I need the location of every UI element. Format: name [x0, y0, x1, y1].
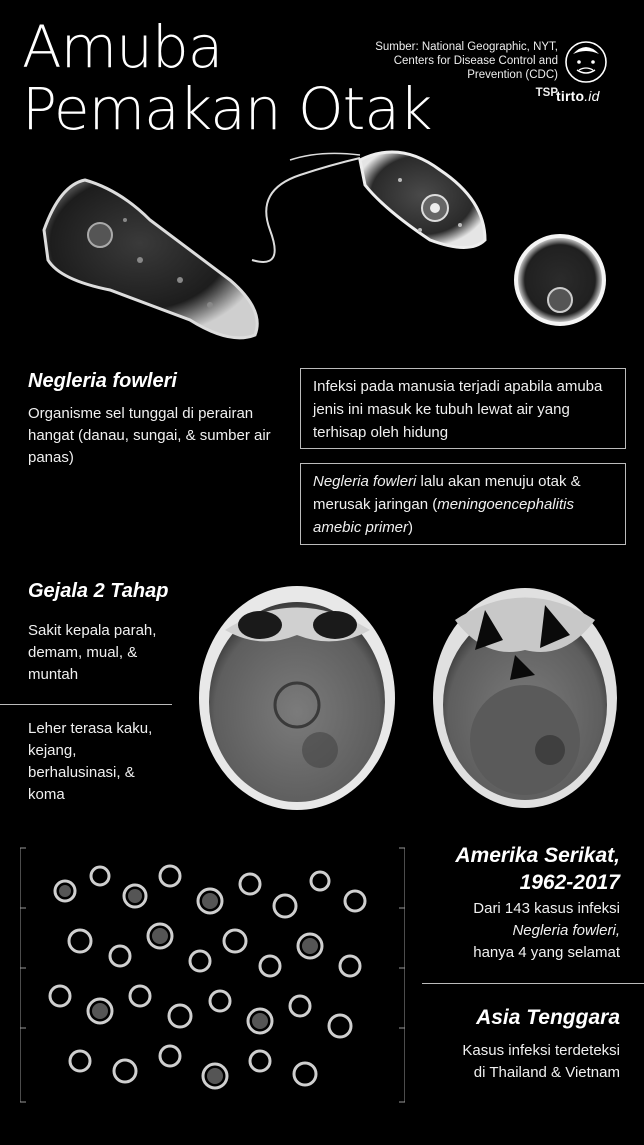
symptoms-stage-2: Leher terasa kaku, kejang, berhalusinasi, & koma — [28, 720, 153, 803]
organism-description: Organisme sel tunggal di perairan hangat (danau, sungai, & sumber air panas) — [28, 405, 271, 466]
organism-name: Negleria fowleri — [28, 370, 177, 392]
tirto-logo-text — [556, 88, 600, 104]
source-line-1: Sumber: National Geographic, NYT, — [375, 41, 558, 53]
source-credit — [338, 40, 558, 100]
symptoms-stage-1: Sakit kepala parah, demam, mual, & muntah — [28, 622, 157, 683]
region-divider — [422, 983, 644, 984]
brain-damage-text: lalu akan menuju otak & merusak jaringan ( — [313, 473, 581, 513]
symptoms-heading: Gejala 2 Tahap — [28, 580, 169, 602]
sea-text-line-1: Kasus infeksi terdeteksi — [462, 1042, 620, 1059]
source-line-2: Centers for Disease Control and — [393, 55, 558, 67]
infection-route-box: Infeksi pada manusia terjadi apabila amuba jenis ini masuk ke tubuh lewat air yang terhisap oleh hidung — [300, 368, 626, 449]
logo-suffix: .id — [584, 88, 600, 104]
usa-text — [473, 898, 620, 964]
sea-text-line-2: di Thailand & Vietnam — [473, 1064, 620, 1081]
usa-heading-line-2: 1962-2017 — [519, 871, 620, 894]
usa-heading — [455, 842, 620, 896]
title-line-2: Pemakan Otak — [22, 75, 432, 143]
brain-ct-scans — [185, 580, 635, 815]
usa-text-line-1: Dari 143 kasus infeksi — [473, 900, 620, 917]
usa-text-line-3: hanya 4 yang selamat — [473, 944, 620, 961]
disease-term: meningoencephalitis amebic primer — [313, 496, 574, 536]
sea-heading: Asia Tenggara — [476, 1006, 620, 1029]
brain-damage-box — [300, 463, 626, 545]
usa-heading-line-1: Amerika Serikat, — [455, 844, 620, 867]
title-line-1: Amuba — [22, 13, 223, 81]
organism-name-inline: Negleria fowleri — [313, 473, 417, 490]
source-line-3: Prevention (CDC) — [467, 69, 558, 81]
ct-scan-left — [199, 586, 395, 810]
logo-main: tirto — [556, 88, 585, 104]
microscope-image — [20, 846, 405, 1104]
sea-text — [462, 1040, 620, 1084]
author-initials: TSP — [535, 87, 558, 99]
closing-paren: ) — [408, 519, 414, 536]
usa-text-organism: Negleria fowleri, — [512, 922, 620, 939]
symptoms-divider — [0, 704, 172, 705]
amoeba-illustration — [30, 130, 630, 360]
ct-scan-right — [433, 588, 617, 808]
